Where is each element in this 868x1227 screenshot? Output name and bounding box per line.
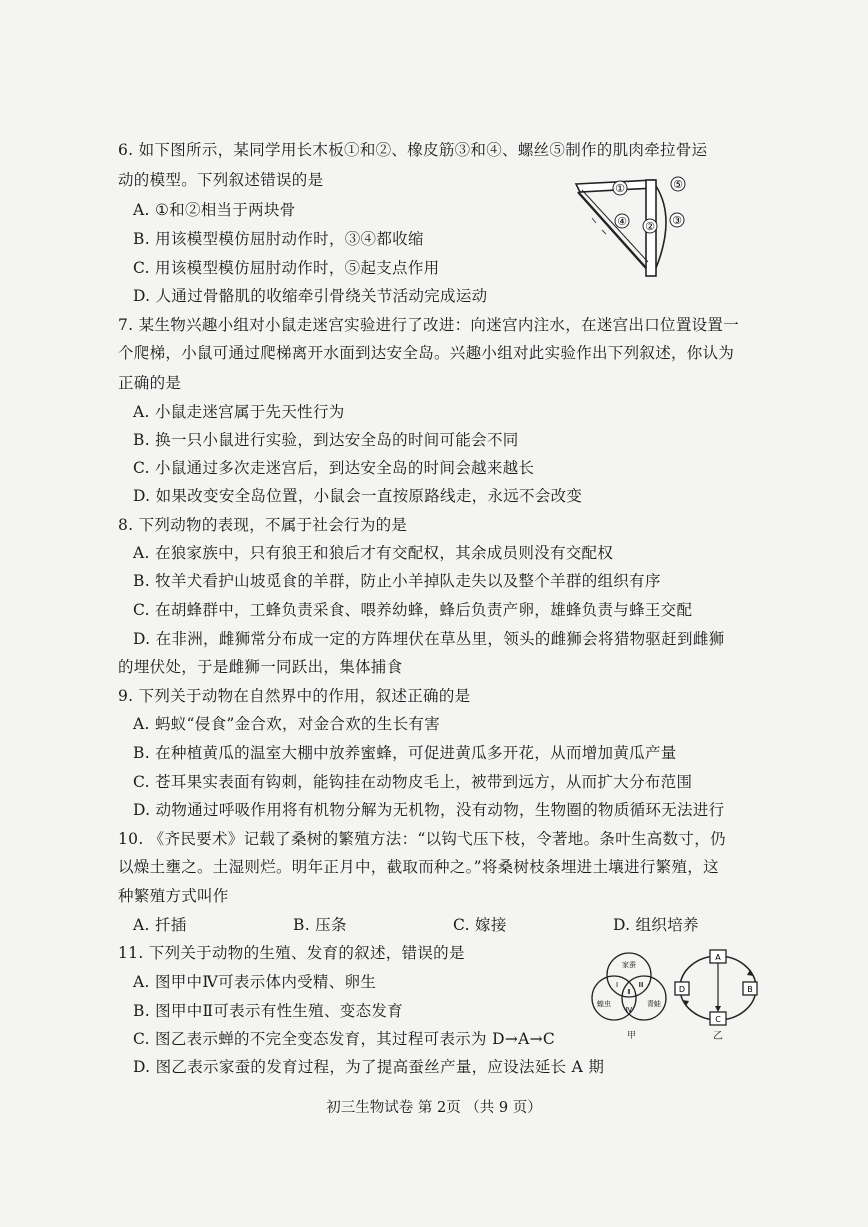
- q10-option-c: C. 嫁接: [453, 916, 507, 934]
- q10-option-a: A. 扦插: [133, 916, 187, 934]
- cycle-caption: 乙: [713, 1031, 724, 1042]
- q10-stem-line1: 10. 《齐民要术》记载了桑树的繁殖方法：“以钩弋压下枝，令著地。条叶生高数寸，仍: [118, 830, 726, 848]
- q8-option-a: A. 在狼家族中，只有狼王和狼后才有交配权，其余成员则没有交配权: [133, 544, 614, 562]
- q9-stem: 9. 下列关于动物在自然界中的作用，叙述正确的是: [118, 687, 471, 705]
- q6-option-d: D. 人通过骨骼肌的收缩牵引骨绕关节活动完成运动: [133, 287, 488, 305]
- q6-option-a: A. ①和②相当于两块骨: [133, 201, 296, 219]
- q10-stem-line2: 以燥土壅之。土湿则烂。明年正月中，截取而种之。”将桑树枝条埋进土壤进行繁殖，这: [118, 858, 719, 876]
- cycle-node-c: C: [715, 1015, 721, 1024]
- q11-option-d: D. 图乙表示家蚕的发育过程，为了提高蚕丝产量，应设法延长 A 期: [133, 1058, 605, 1076]
- q7-option-d: D. 如果改变安全岛位置，小鼠会一直按原路线走，永远不会改变: [133, 487, 583, 505]
- q9-option-d: D. 动物通过呼吸作用将有机物分解为无机物，没有动物，生物圈的物质循环无法进行: [133, 801, 725, 819]
- figure-label-3: ③: [672, 214, 682, 227]
- q11-option-c: C. 图乙表示蝉的不完全变态发育，其过程可表示为 D→A→C: [133, 1030, 556, 1048]
- q8-option-d-line1: D. 在非洲，雌狮常分布成一定的方阵埋伏在草丛里，领头的雌狮会将猎物驱赶到雌狮: [133, 630, 725, 648]
- figure-label-4: ④: [617, 215, 627, 228]
- figure-label-2: ②: [645, 220, 655, 233]
- q6-stem-line1: 6. 如下图所示，某同学用长木板①和②、橡皮筋③和④、螺丝⑤制作的肌肉牵拉骨运: [118, 141, 708, 159]
- q7-stem-line3: 正确的是: [118, 374, 182, 392]
- cycle-figure-yi: [672, 946, 766, 1030]
- q7-stem-line1: 7. 某生物兴趣小组对小鼠走迷宫实验进行了改进：向迷宫内注水，在迷宫出口位置设置一: [118, 316, 740, 334]
- figure-label-5: ⑤: [673, 178, 683, 191]
- cycle-node-b: B: [747, 985, 753, 994]
- venn-region-4: Ⅳ: [625, 1006, 633, 1014]
- venn-figure-jia: [586, 948, 672, 1034]
- q11-option-a: A. 图甲中Ⅳ可表示体内受精、卵生: [133, 973, 377, 991]
- q9-option-a: A. 蚂蚁“侵食”金合欢，对金合欢的生长有害: [133, 715, 440, 733]
- q8-option-d-line2: 的埋伏处，于是雌狮一同跃出，集体捕食: [118, 658, 403, 676]
- q11-stem: 11. 下列关于动物的生殖、发育的叙述，错误的是: [118, 944, 465, 962]
- q6-stem-line2: 动的模型。下列叙述错误的是: [118, 171, 324, 189]
- q10-option-b: B. 压条: [293, 916, 347, 934]
- q7-stem-line2: 个爬梯，小鼠可通过爬梯离开水面到达安全岛。兴趣小组对此实验作出下列叙述，你认为: [118, 344, 735, 362]
- venn-label-left: 蝗虫: [597, 1000, 611, 1008]
- q7-option-c: C. 小鼠通过多次走迷宫后，到达安全岛的时间会越来越长: [133, 459, 535, 477]
- q7-option-b: B. 换一只小鼠进行实验，到达安全岛的时间可能会不同: [133, 431, 519, 449]
- q7-option-a: A. 小鼠走迷宫属于先天性行为: [133, 403, 345, 421]
- venn-caption: 甲: [627, 1031, 637, 1041]
- cycle-node-d: D: [678, 985, 686, 994]
- q8-option-c: C. 在胡蜂群中，工蜂负责采食、喂养幼蜂，蜂后负责产卵，雄蜂负责与蜂王交配: [133, 601, 693, 619]
- q6-option-c: C. 用该模型模仿屈肘动作时，⑤起支点作用: [133, 259, 440, 277]
- venn-region-2: Ⅱ: [627, 988, 631, 996]
- venn-label-top: 家蚕: [622, 961, 636, 969]
- q6-option-b: B. 用该模型模仿屈肘动作时，③④都收缩: [133, 230, 424, 248]
- q8-stem: 8. 下列动物的表现，不属于社会行为的是: [118, 516, 408, 534]
- venn-region-1: Ⅰ: [615, 981, 619, 989]
- q9-option-c: C. 苍耳果实表面有钩刺，能钩挂在动物皮毛上，被带到远方，从而扩大分布范围: [133, 773, 693, 791]
- q10-stem-line3: 种繁殖方式叫作: [118, 887, 229, 905]
- page-footer: 初三生物试卷 第 2页 （共 9 页）: [326, 1100, 542, 1116]
- q11-option-b: B. 图甲中Ⅱ可表示有性生殖、变态发育: [133, 1002, 403, 1020]
- q9-option-b: B. 在种植黄瓜的温室大棚中放养蜜蜂，可促进黄瓜多开花，从而增加黄瓜产量: [133, 744, 677, 762]
- q8-option-b: B. 牧羊犬看护山坡觅食的羊群，防止小羊掉队走失以及整个羊群的组织有序: [133, 572, 661, 590]
- figure-label-1: ①: [615, 182, 625, 195]
- venn-region-3: Ⅲ: [638, 981, 644, 989]
- q10-option-d: D. 组织培养: [613, 916, 699, 934]
- venn-label-right: 青蛙: [647, 1000, 661, 1008]
- cycle-node-a: A: [715, 953, 721, 962]
- muscle-model-figure: [572, 168, 692, 283]
